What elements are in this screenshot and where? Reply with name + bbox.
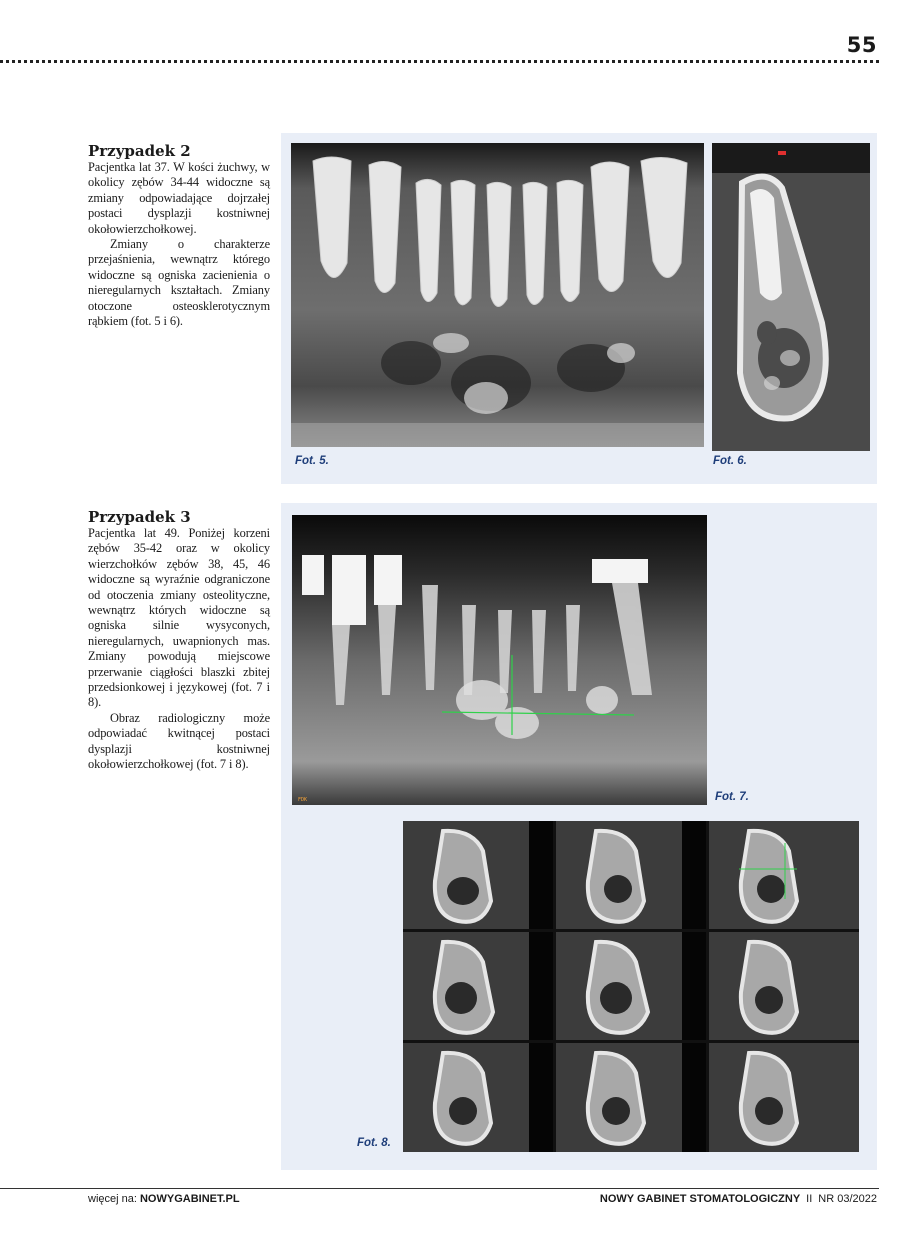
fot8-slice-2	[556, 821, 706, 929]
case3-text	[88, 526, 270, 773]
fot5-panoramic-xray	[291, 143, 704, 447]
svg-text:FDK: FDK	[298, 797, 308, 803]
page-number: 55	[846, 33, 877, 57]
fot6-cross-section-xray	[712, 143, 870, 451]
case3-title: Przypadek 3	[88, 508, 191, 526]
footer-website[interactable]	[88, 1193, 240, 1205]
case2-text	[88, 160, 270, 329]
fot8-slice-4	[403, 932, 553, 1040]
case2-paragraph-1: Pacjentka lat 37. W kości żuchwy, w okolicy zębów 34-44 widoczne są zmiany odpowiadające dojrzałej postaci dysplazji kostniwnej okołowierzchołkowej.	[88, 160, 270, 236]
fot8-slice-5	[556, 932, 706, 1040]
fot8-caption: Fot. 8.	[357, 1137, 391, 1149]
fot7-caption: Fot. 7.	[715, 791, 749, 803]
footer-issue: NR 03/2022	[818, 1193, 877, 1205]
footer-separator: II	[806, 1193, 813, 1205]
fot6-caption: Fot. 6.	[713, 455, 747, 467]
fot8-slice-3	[709, 821, 859, 929]
case2-title: Przypadek 2	[88, 142, 191, 160]
case2-figure-panel	[281, 133, 877, 484]
fot8-cross-section-grid	[403, 821, 859, 1152]
fot8-slice-9	[709, 1043, 859, 1152]
fot5-caption: Fot. 5.	[295, 455, 329, 467]
footer-website-link[interactable]: NOWYGABINET.PL	[139, 1193, 240, 1205]
fot8-slice-8	[556, 1043, 706, 1152]
footer-magazine-name: NOWY GABINET STOMATOLOGICZNY	[599, 1193, 801, 1205]
fot8-slice-6	[709, 932, 859, 1040]
footer-website-prefix: więcej na:	[88, 1193, 140, 1205]
header-dotted-rule	[0, 60, 879, 63]
case3-figure-panel	[281, 503, 877, 1170]
footer-rule	[0, 1188, 879, 1189]
case3-paragraph-2: Obraz radiologiczny może odpowiadać kwitnącej postaci dysplazji kostniwnej okołowierzchołkowej (fot. 7 i 8).	[88, 710, 270, 772]
fot8-slice-7	[403, 1043, 553, 1152]
case2-paragraph-2: Zmiany o charakterze przejaśnienia, wewnątrz którego widoczne są ogniska zacienienia o nieregularnych kształtach. Zmiany otoczone osteosklerotycznym rąbkiem (fot. 5 i 6).	[88, 237, 270, 329]
footer-magazine-info	[600, 1193, 877, 1205]
fot7-panoramic-xray	[292, 515, 707, 805]
fot8-slice-1	[403, 821, 553, 929]
case3-paragraph-1: Pacjentka lat 49. Poniżej korzeni zębów 35-42 oraz w okolicy wierzchołków zębów 38, 45, 46 widoczne są wyraźnie odgraniczone od otoczenia zmiany osteolityczne, wewnątrz których widoczne są ogniska silnie wysyconych, nieregularnych, uwapnionych mas. Zmiany powodują miejscowe przerwanie ciągłości blaszki zbitej przedsionkowej i językowej (fot. 7 i 8).	[88, 526, 270, 710]
